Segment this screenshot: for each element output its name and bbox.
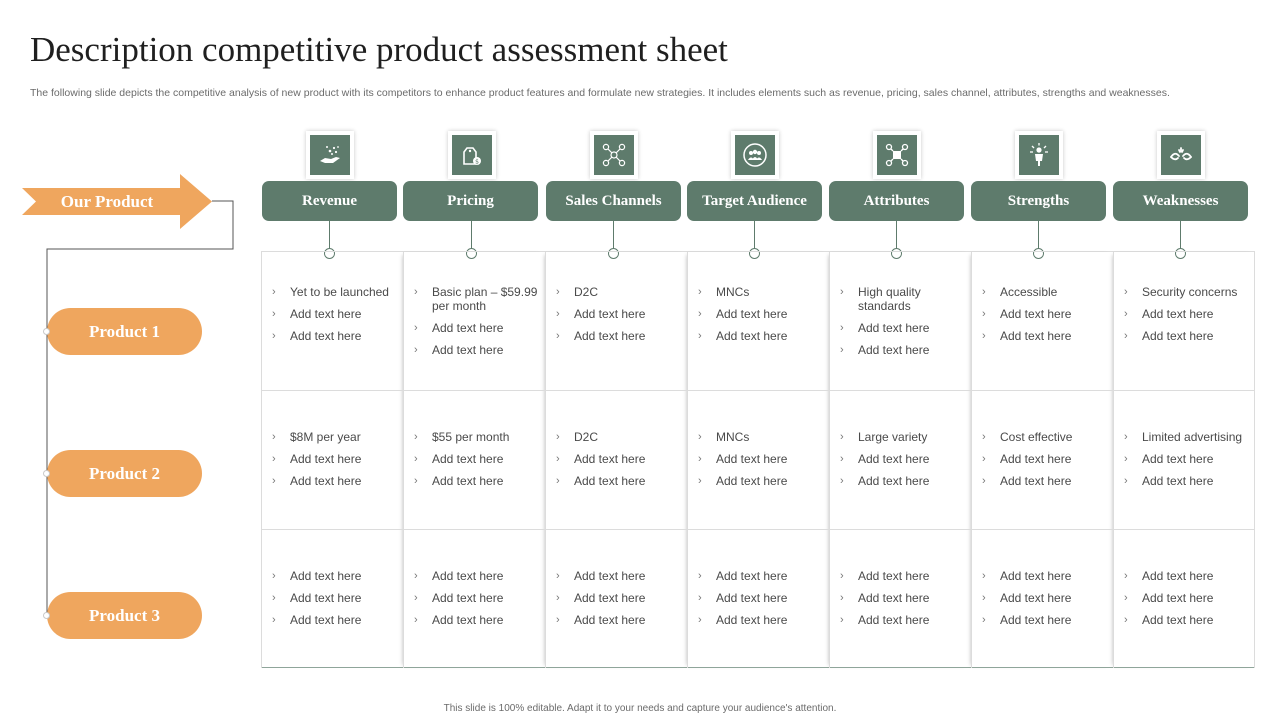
list-item-text: Add text here <box>1142 329 1214 343</box>
chevron-right-icon: › <box>414 431 418 443</box>
header-pricing: Pricing <box>403 181 538 221</box>
list-item-text: Add text here <box>432 452 504 466</box>
list-item-text: Add text here <box>1142 452 1214 466</box>
list-item <box>1124 329 1256 343</box>
grid-cell <box>830 285 972 365</box>
chevron-right-icon: › <box>1124 614 1128 626</box>
list-item <box>840 569 972 583</box>
grid-cell <box>830 569 972 635</box>
list-item-text: Add text here <box>858 613 930 627</box>
list-item <box>1124 591 1256 605</box>
list-item <box>1124 474 1256 488</box>
header-sales-channels: Sales Channels <box>546 181 681 221</box>
pricing-icon-box <box>448 131 496 179</box>
list-item-text: Yet to be launched <box>290 285 389 299</box>
list-item <box>982 569 1114 583</box>
chevron-right-icon: › <box>272 614 276 626</box>
grid-cell <box>546 285 688 351</box>
list-item-text: Add text here <box>290 307 362 321</box>
list-item-text: Add text here <box>574 591 646 605</box>
grid-row-divider <box>261 390 1255 391</box>
price-tag-icon <box>459 142 485 168</box>
list-item-text: Add text here <box>1000 329 1072 343</box>
list-item-text: Add text here <box>290 613 362 627</box>
chevron-right-icon: › <box>414 453 418 465</box>
list-item-text: Add text here <box>858 474 930 488</box>
list-item-text: Add text here <box>1142 613 1214 627</box>
list-item-text: Add text here <box>1142 569 1214 583</box>
chevron-right-icon: › <box>272 308 276 320</box>
grid-cell <box>688 430 830 496</box>
list-item-text: Add text here <box>432 321 504 335</box>
attributes-network-icon <box>884 142 910 168</box>
list-item <box>414 613 546 627</box>
list-item <box>414 343 546 357</box>
list-item <box>556 285 688 299</box>
list-item-text: MNCs <box>716 285 750 299</box>
list-item-text: Add text here <box>716 591 788 605</box>
list-item-text: MNCs <box>716 430 750 444</box>
grid-cell <box>546 430 688 496</box>
chevron-right-icon: › <box>698 614 702 626</box>
chevron-right-icon: › <box>1124 431 1128 443</box>
chevron-right-icon: › <box>1124 330 1128 342</box>
list-item <box>272 591 404 605</box>
list-item-text: Cost effective <box>1000 430 1073 444</box>
list-item-text: Add text here <box>858 321 930 335</box>
chevron-right-icon: › <box>556 330 560 342</box>
header-connector <box>1038 221 1039 249</box>
chevron-right-icon: › <box>556 614 560 626</box>
list-item-text: Add text here <box>1142 474 1214 488</box>
list-item-text: D2C <box>574 285 599 299</box>
chevron-right-icon: › <box>556 431 560 443</box>
list-item-text: Add text here <box>432 591 504 605</box>
header-strengths: Strengths <box>971 181 1106 221</box>
list-item <box>272 452 404 466</box>
chevron-right-icon: › <box>982 330 986 342</box>
list-item <box>272 329 404 343</box>
weaknesses-icon-box <box>1157 131 1205 179</box>
strengths-icon-box <box>1015 131 1063 179</box>
chevron-right-icon: › <box>272 592 276 604</box>
chevron-right-icon: › <box>272 453 276 465</box>
header-target-audience: Target Audience <box>687 181 822 221</box>
list-item <box>556 569 688 583</box>
list-item-text: Add text here <box>574 307 646 321</box>
attributes-icon-box <box>873 131 921 179</box>
list-item-text: Add text here <box>574 329 646 343</box>
grid-cell <box>830 430 972 496</box>
list-item-text: Add text here <box>290 329 362 343</box>
chevron-right-icon: › <box>698 308 702 320</box>
list-item-text: $55 per month <box>432 430 510 444</box>
grid-cell <box>404 430 546 496</box>
header-connector <box>471 221 472 249</box>
list-item <box>840 613 972 627</box>
list-item-text: $8M per year <box>290 430 361 444</box>
grid-cell <box>546 569 688 635</box>
chevron-right-icon: › <box>272 286 276 298</box>
grid-cell <box>972 569 1114 635</box>
list-item <box>982 591 1114 605</box>
chevron-right-icon: › <box>982 308 986 320</box>
list-item <box>556 474 688 488</box>
chevron-right-icon: › <box>840 344 844 356</box>
chevron-right-icon: › <box>840 570 844 582</box>
list-item <box>272 613 404 627</box>
chevron-right-icon: › <box>414 592 418 604</box>
list-item-text: Security concerns <box>1142 285 1238 299</box>
list-item-text: Large variety <box>858 430 928 444</box>
list-item <box>840 343 972 357</box>
grid-cell <box>1114 430 1256 496</box>
grid-cell <box>262 430 404 496</box>
list-item-text: Add text here <box>858 343 930 357</box>
grid-row-divider <box>261 529 1255 530</box>
page-title: Description competitive product assessment sheet <box>30 30 728 69</box>
header-connector <box>613 221 614 249</box>
list-item <box>556 329 688 343</box>
chevron-right-icon: › <box>698 286 702 298</box>
header-connector <box>1180 221 1181 249</box>
chevron-right-icon: › <box>840 475 844 487</box>
list-item <box>982 307 1114 321</box>
list-item <box>556 591 688 605</box>
grid-cell <box>262 285 404 351</box>
chevron-right-icon: › <box>698 592 702 604</box>
list-item-text: Add text here <box>574 452 646 466</box>
chevron-right-icon: › <box>556 592 560 604</box>
hand-coins-icon <box>317 142 343 168</box>
chevron-right-icon: › <box>698 570 702 582</box>
list-item-text: Add text here <box>1000 452 1072 466</box>
list-item <box>272 307 404 321</box>
list-item-text: Add text here <box>574 474 646 488</box>
grid-cell <box>404 569 546 635</box>
grid-cell <box>404 285 546 365</box>
footer-note: This slide is 100% editable. Adapt it to your needs and capture your audience's attention. <box>443 703 837 714</box>
list-item-text: Add text here <box>1000 591 1072 605</box>
chevron-right-icon: › <box>556 286 560 298</box>
list-item-text: Add text here <box>290 474 362 488</box>
list-item-text: Add text here <box>432 474 504 488</box>
list-item <box>1124 285 1256 299</box>
list-item-text: Add text here <box>290 569 362 583</box>
chevron-right-icon: › <box>556 570 560 582</box>
list-item <box>982 329 1114 343</box>
list-item <box>698 285 830 299</box>
list-item <box>698 569 830 583</box>
list-item <box>840 474 972 488</box>
product-1-pill: Product 1 <box>47 308 202 355</box>
network-people-icon <box>601 142 627 168</box>
chevron-right-icon: › <box>698 475 702 487</box>
list-item <box>414 430 546 444</box>
list-item <box>698 329 830 343</box>
list-item <box>840 430 972 444</box>
product-3-dot <box>43 612 50 619</box>
list-item <box>556 452 688 466</box>
list-item <box>414 321 546 335</box>
chevron-right-icon: › <box>272 570 276 582</box>
list-item <box>698 613 830 627</box>
list-item <box>1124 307 1256 321</box>
chevron-right-icon: › <box>982 453 986 465</box>
list-item <box>272 474 404 488</box>
list-item-text: Add text here <box>290 591 362 605</box>
chevron-right-icon: › <box>1124 308 1128 320</box>
chevron-right-icon: › <box>840 286 844 298</box>
list-item <box>272 569 404 583</box>
chevron-right-icon: › <box>840 592 844 604</box>
list-item <box>698 307 830 321</box>
header-connector <box>896 221 897 249</box>
list-item <box>698 591 830 605</box>
list-item-text: Add text here <box>858 569 930 583</box>
strength-person-icon <box>1026 142 1052 168</box>
chevron-right-icon: › <box>1124 453 1128 465</box>
list-item <box>840 321 972 335</box>
chevron-right-icon: › <box>556 475 560 487</box>
list-item <box>272 285 404 299</box>
chevron-right-icon: › <box>556 453 560 465</box>
list-item <box>556 430 688 444</box>
list-item <box>840 591 972 605</box>
chevron-right-icon: › <box>414 570 418 582</box>
list-item-text: Add text here <box>858 452 930 466</box>
list-item-text: Add text here <box>716 613 788 627</box>
grid-cell <box>1114 569 1256 635</box>
list-item-text: Add text here <box>716 329 788 343</box>
list-item <box>840 452 972 466</box>
chevron-right-icon: › <box>698 431 702 443</box>
grid-cell <box>972 430 1114 496</box>
list-item-text: Add text here <box>1142 591 1214 605</box>
product-3-pill: Product 3 <box>47 592 202 639</box>
chevron-right-icon: › <box>982 431 986 443</box>
header-attributes: Attributes <box>829 181 964 221</box>
chevron-right-icon: › <box>414 614 418 626</box>
list-item <box>698 452 830 466</box>
list-item-text: Add text here <box>432 569 504 583</box>
list-item <box>414 474 546 488</box>
chevron-right-icon: › <box>982 592 986 604</box>
chevron-right-icon: › <box>840 453 844 465</box>
chevron-right-icon: › <box>840 614 844 626</box>
svg-text:$: $ <box>475 158 479 166</box>
list-item <box>414 452 546 466</box>
grid-cell <box>1114 285 1256 351</box>
chevron-right-icon: › <box>982 286 986 298</box>
chevron-right-icon: › <box>982 614 986 626</box>
list-item-text: Add text here <box>1000 613 1072 627</box>
header-connector <box>329 221 330 249</box>
list-item-text: Add text here <box>1000 307 1072 321</box>
list-item-text: Add text here <box>574 569 646 583</box>
sales-channels-icon-box <box>590 131 638 179</box>
revenue-icon-box <box>306 131 354 179</box>
list-item-text: D2C <box>574 430 599 444</box>
chevron-right-icon: › <box>414 286 418 298</box>
broken-link-icon <box>1168 142 1194 168</box>
page-description: The following slide depicts the competitive analysis of new product with its competitors to enhance product features and formulate new strategies. It includes elements such as revenue, pricing, sales channel, attributes, strengths and weaknesses. <box>30 87 1170 99</box>
list-item <box>982 613 1114 627</box>
list-item <box>414 569 546 583</box>
list-item <box>1124 452 1256 466</box>
list-item-text: Add text here <box>574 613 646 627</box>
list-item <box>982 285 1114 299</box>
chevron-right-icon: › <box>414 344 418 356</box>
product-1-dot <box>43 328 50 335</box>
list-item-text: Basic plan – $59.99 per month <box>432 285 538 313</box>
header-weaknesses: Weaknesses <box>1113 181 1248 221</box>
list-item-text: Add text here <box>432 613 504 627</box>
list-item-text: Add text here <box>716 474 788 488</box>
list-item <box>982 452 1114 466</box>
grid-cell <box>262 569 404 635</box>
our-product-label: Our Product <box>60 191 154 211</box>
chevron-right-icon: › <box>272 330 276 342</box>
list-item-text: Add text here <box>858 591 930 605</box>
list-item <box>982 474 1114 488</box>
list-item <box>982 430 1114 444</box>
chevron-right-icon: › <box>556 308 560 320</box>
header-revenue: Revenue <box>262 181 397 221</box>
chevron-right-icon: › <box>1124 286 1128 298</box>
product-2-pill: Product 2 <box>47 450 202 497</box>
product-2-dot <box>43 470 50 477</box>
chevron-right-icon: › <box>840 322 844 334</box>
list-item-text: Add text here <box>432 343 504 357</box>
list-item <box>698 430 830 444</box>
list-item <box>556 307 688 321</box>
list-item-text: Add text here <box>716 569 788 583</box>
list-item <box>1124 569 1256 583</box>
list-item-text: High quality standards <box>858 285 921 313</box>
list-item-text: Add text here <box>290 452 362 466</box>
chevron-right-icon: › <box>840 431 844 443</box>
chevron-right-icon: › <box>1124 592 1128 604</box>
list-item-text: Add text here <box>1000 569 1072 583</box>
list-item <box>698 474 830 488</box>
list-item-text: Add text here <box>716 452 788 466</box>
chevron-right-icon: › <box>414 475 418 487</box>
list-item <box>1124 613 1256 627</box>
grid-cell <box>688 285 830 351</box>
chevron-right-icon: › <box>698 330 702 342</box>
chevron-right-icon: › <box>982 570 986 582</box>
list-item <box>1124 430 1256 444</box>
list-item-text: Add text here <box>716 307 788 321</box>
list-item <box>840 285 972 313</box>
chevron-right-icon: › <box>1124 570 1128 582</box>
list-item-text: Add text here <box>1142 307 1214 321</box>
list-item <box>556 613 688 627</box>
chevron-right-icon: › <box>698 453 702 465</box>
target-audience-icon-box <box>731 131 779 179</box>
chevron-right-icon: › <box>414 322 418 334</box>
audience-target-icon <box>742 142 768 168</box>
grid-cell <box>972 285 1114 351</box>
list-item-text: Add text here <box>1000 474 1072 488</box>
list-item <box>272 430 404 444</box>
chevron-right-icon: › <box>272 431 276 443</box>
list-item-text: Accessible <box>1000 285 1058 299</box>
list-item <box>414 285 546 313</box>
chevron-right-icon: › <box>982 475 986 487</box>
chevron-right-icon: › <box>1124 475 1128 487</box>
header-connector <box>754 221 755 249</box>
list-item <box>414 591 546 605</box>
chevron-right-icon: › <box>272 475 276 487</box>
grid-cell <box>688 569 830 635</box>
list-item-text: Limited advertising <box>1142 430 1243 444</box>
